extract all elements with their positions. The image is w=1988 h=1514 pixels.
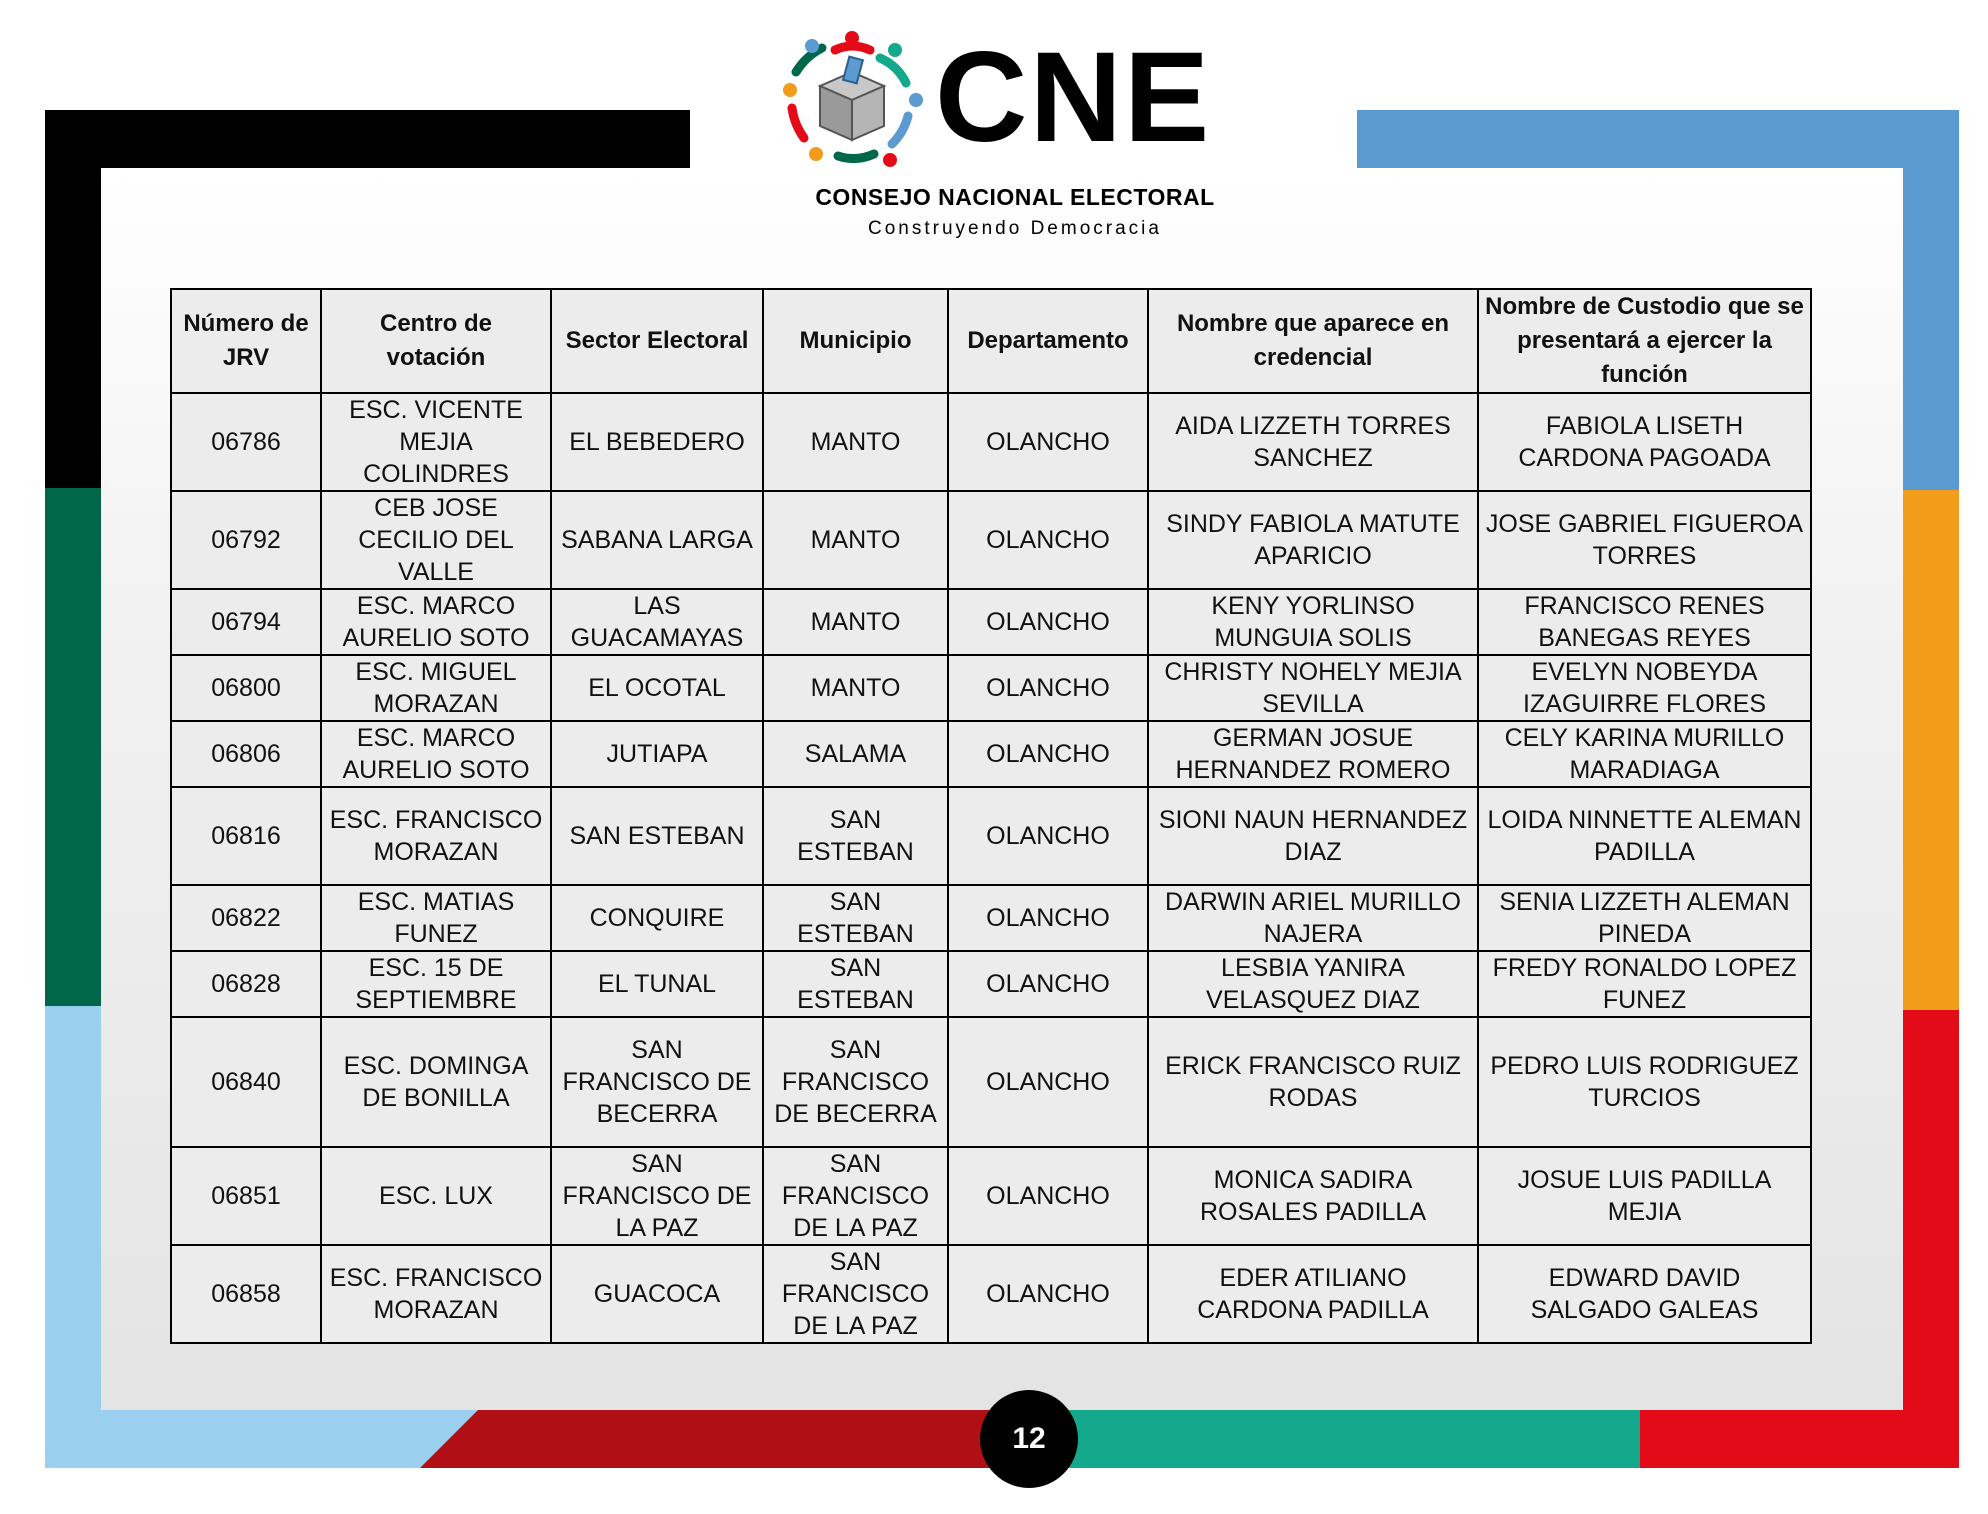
cell-municipio: SAN FRANCISCO DE LA PAZ	[763, 1245, 948, 1343]
table-row	[171, 589, 1811, 655]
frame-band-red-right	[1903, 1010, 1959, 1468]
table-row	[171, 721, 1811, 787]
cell-jrv: 06794	[171, 589, 321, 655]
cell-custodio: FABIOLA LISETH CARDONA PAGOADA	[1478, 393, 1811, 491]
cell-departamento: OLANCHO	[948, 721, 1148, 787]
cell-centro: ESC. MIGUEL MORAZAN	[321, 655, 551, 721]
cell-sector: EL OCOTAL	[551, 655, 763, 721]
frame-band-darkred-bottom	[420, 1410, 1060, 1468]
cell-departamento: OLANCHO	[948, 1017, 1148, 1147]
cell-credencial: AIDA LIZZETH TORRES SANCHEZ	[1148, 393, 1478, 491]
table-row	[171, 1017, 1811, 1147]
page-number: 12	[980, 1390, 1078, 1488]
column-header-credencial: Nombre que aparece en credencial	[1148, 289, 1478, 393]
cell-centro: ESC. DOMINGA DE BONILLA	[321, 1017, 551, 1147]
cell-municipio: SAN ESTEBAN	[763, 885, 948, 951]
cell-municipio: MANTO	[763, 491, 948, 589]
cell-municipio: MANTO	[763, 655, 948, 721]
cell-sector: EL TUNAL	[551, 951, 763, 1017]
ballot-box-icon	[780, 28, 925, 173]
cell-custodio: SENIA LIZZETH ALEMAN PINEDA	[1478, 885, 1811, 951]
cell-credencial: MONICA SADIRA ROSALES PADILLA	[1148, 1147, 1478, 1245]
cell-custodio: CELY KARINA MURILLO MARADIAGA	[1478, 721, 1811, 787]
cell-municipio: SAN FRANCISCO DE LA PAZ	[763, 1147, 948, 1245]
cell-departamento: OLANCHO	[948, 787, 1148, 885]
organization-name: CONSEJO NACIONAL ELECTORAL	[815, 184, 1215, 210]
cell-centro: CEB JOSE CECILIO DEL VALLE	[321, 491, 551, 589]
table-header-row	[171, 289, 1811, 393]
frame-band-blue-right	[1903, 110, 1959, 490]
cell-municipio: SALAMA	[763, 721, 948, 787]
table-row	[171, 951, 1811, 1017]
data-table	[170, 288, 1812, 1344]
cell-municipio: MANTO	[763, 393, 948, 491]
cell-sector: JUTIAPA	[551, 721, 763, 787]
cell-sector: SABANA LARGA	[551, 491, 763, 589]
table-row	[171, 393, 1811, 491]
cell-centro: ESC. FRANCISCO MORAZAN	[321, 787, 551, 885]
cell-departamento: OLANCHO	[948, 1245, 1148, 1343]
cell-jrv: 06800	[171, 655, 321, 721]
table-row	[171, 885, 1811, 951]
tagline: Construyendo Democracia	[868, 218, 1162, 239]
cell-centro: ESC. MATIAS FUNEZ	[321, 885, 551, 951]
cell-centro: ESC. LUX	[321, 1147, 551, 1245]
cell-credencial: GERMAN JOSUE HERNANDEZ ROMERO	[1148, 721, 1478, 787]
cell-departamento: OLANCHO	[948, 951, 1148, 1017]
cell-jrv: 06858	[171, 1245, 321, 1343]
cell-departamento: OLANCHO	[948, 885, 1148, 951]
cell-departamento: OLANCHO	[948, 393, 1148, 491]
cne-logo	[780, 28, 1250, 243]
cell-custodio: JOSE GABRIEL FIGUEROA TORRES	[1478, 491, 1811, 589]
cell-departamento: OLANCHO	[948, 655, 1148, 721]
cell-sector: SAN ESTEBAN	[551, 787, 763, 885]
column-header-departamento: Departamento	[948, 289, 1148, 393]
frame-band-teal-bottom	[1060, 1410, 1700, 1468]
cell-municipio: SAN ESTEBAN	[763, 951, 948, 1017]
cell-credencial: LESBIA YANIRA VELASQUEZ DIAZ	[1148, 951, 1478, 1017]
cell-departamento: OLANCHO	[948, 491, 1148, 589]
cell-jrv: 06816	[171, 787, 321, 885]
table-row	[171, 1245, 1811, 1343]
cell-credencial: SIONI NAUN HERNANDEZ DIAZ	[1148, 787, 1478, 885]
cell-credencial: DARWIN ARIEL MURILLO NAJERA	[1148, 885, 1478, 951]
frame-band-orange-right	[1903, 490, 1959, 1010]
cell-sector: GUACOCA	[551, 1245, 763, 1343]
column-header-municipio: Municipio	[763, 289, 948, 393]
cell-custodio: JOSUE LUIS PADILLA MEJIA	[1478, 1147, 1811, 1245]
cell-municipio: SAN ESTEBAN	[763, 787, 948, 885]
cell-departamento: OLANCHO	[948, 1147, 1148, 1245]
cell-departamento: OLANCHO	[948, 589, 1148, 655]
cell-sector: EL BEBEDERO	[551, 393, 763, 491]
cell-credencial: SINDY FABIOLA MATUTE APARICIO	[1148, 491, 1478, 589]
cell-credencial: KENY YORLINSO MUNGUIA SOLIS	[1148, 589, 1478, 655]
cell-centro: ESC. VICENTE MEJIA COLINDRES	[321, 393, 551, 491]
cell-jrv: 06786	[171, 393, 321, 491]
cell-sector: SAN FRANCISCO DE BECERRA	[551, 1017, 763, 1147]
table-row	[171, 655, 1811, 721]
cell-custodio: EVELYN NOBEYDA IZAGUIRRE FLORES	[1478, 655, 1811, 721]
table-row	[171, 491, 1811, 589]
column-header-centro: Centro de votación	[321, 289, 551, 393]
cell-jrv: 06792	[171, 491, 321, 589]
frame-band-blue-top	[1357, 110, 1959, 168]
custodians-table	[170, 288, 1810, 1344]
cell-centro: ESC. MARCO AURELIO SOTO	[321, 721, 551, 787]
cell-custodio: EDWARD DAVID SALGADO GALEAS	[1478, 1245, 1811, 1343]
column-header-custodio: Nombre de Custodio que se presentará a ejercer la función	[1478, 289, 1811, 393]
cell-municipio: MANTO	[763, 589, 948, 655]
frame-band-green-left	[45, 488, 101, 1006]
cell-jrv: 06851	[171, 1147, 321, 1245]
cell-credencial: ERICK FRANCISCO RUIZ RODAS	[1148, 1017, 1478, 1147]
cell-credencial: EDER ATILIANO CARDONA PADILLA	[1148, 1245, 1478, 1343]
cell-centro: ESC. 15 DE SEPTIEMBRE	[321, 951, 551, 1017]
cell-centro: ESC. MARCO AURELIO SOTO	[321, 589, 551, 655]
cell-jrv: 06828	[171, 951, 321, 1017]
logo-wordmark: CNE	[935, 26, 1212, 169]
table-row	[171, 1147, 1811, 1245]
column-header-jrv: Número de JRV	[171, 289, 321, 393]
cell-centro: ESC. FRANCISCO MORAZAN	[321, 1245, 551, 1343]
table-row	[171, 787, 1811, 885]
cell-jrv: 06840	[171, 1017, 321, 1147]
cell-sector: SAN FRANCISCO DE LA PAZ	[551, 1147, 763, 1245]
cell-credencial: CHRISTY NOHELY MEJIA SEVILLA	[1148, 655, 1478, 721]
cell-custodio: LOIDA NINNETTE ALEMAN PADILLA	[1478, 787, 1811, 885]
frame-band-lightblue-left	[45, 1006, 101, 1468]
column-header-sector: Sector Electoral	[551, 289, 763, 393]
cell-sector: LAS GUACAMAYAS	[551, 589, 763, 655]
cell-municipio: SAN FRANCISCO DE BECERRA	[763, 1017, 948, 1147]
cell-jrv: 06806	[171, 721, 321, 787]
cell-sector: CONQUIRE	[551, 885, 763, 951]
cell-custodio: FRANCISCO RENES BANEGAS REYES	[1478, 589, 1811, 655]
cell-custodio: FREDY RONALDO LOPEZ FUNEZ	[1478, 951, 1811, 1017]
cell-custodio: PEDRO LUIS RODRIGUEZ TURCIOS	[1478, 1017, 1811, 1147]
cell-jrv: 06822	[171, 885, 321, 951]
frame-band-black-top	[45, 110, 690, 168]
